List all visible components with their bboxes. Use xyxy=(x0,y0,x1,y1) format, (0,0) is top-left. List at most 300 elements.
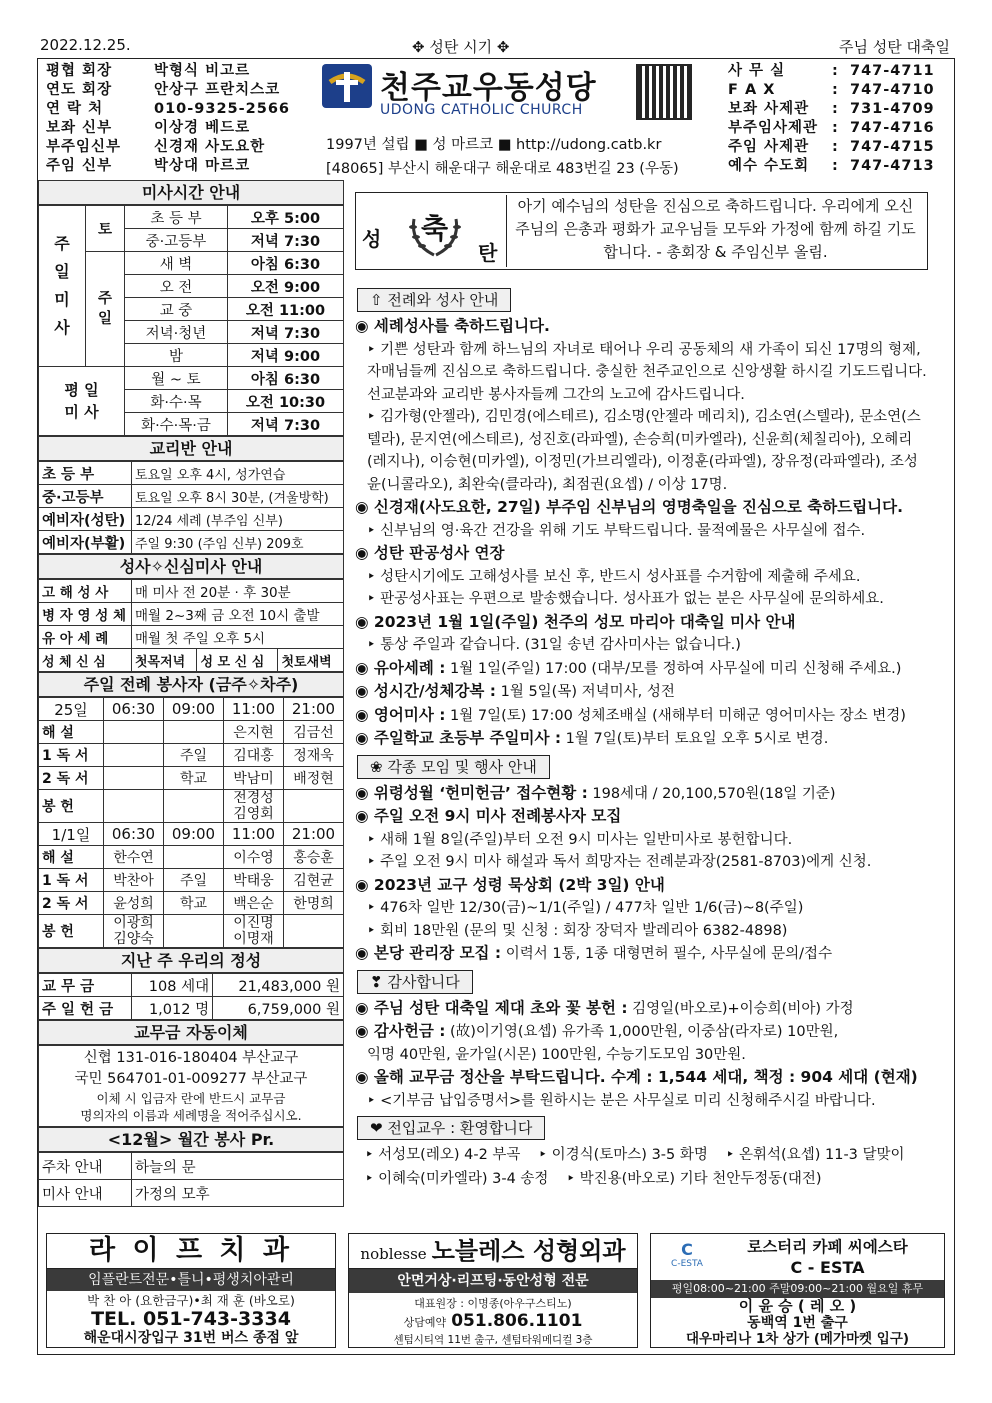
officer-name: 안상구 프란치스코 xyxy=(154,82,281,98)
announcement-head: ◉ 2023년 1월 1일(주일) 천주의 성모 마리아 대축일 미사 안내 xyxy=(355,612,796,631)
servers-header-cell: 06:30 xyxy=(104,823,164,846)
mass-name: 오 전 xyxy=(125,275,228,298)
announcement-item xyxy=(355,406,928,496)
contact-number: 747-4715 xyxy=(850,139,935,155)
contact-number: 747-4710 xyxy=(850,82,935,98)
servers-row xyxy=(39,767,344,790)
autopay-title: 교무금 자동이체 xyxy=(38,1020,344,1045)
servers-name: 배정현 xyxy=(284,767,344,790)
officer-role: 부주임신부 xyxy=(46,139,122,155)
servers-name: 학교 xyxy=(164,767,224,790)
servers-row xyxy=(39,846,344,869)
officer-row xyxy=(46,81,316,100)
section3-tag: ❣ 감사합니다 xyxy=(357,970,473,994)
sacrament-name: 유 아 세 례 xyxy=(39,626,132,649)
announcement-body: ‣ 김가형(안젤라), 김민경(에스테르), 김소명(안젤라 메리치), 김소연(스텔라), 문소연(스텔라), 문지연(에스테르), 성진호(라파엘), 손승희(미카엘라), 신윤희(체칠리아), 오혜리(레지나), 이승현(미카엘), 이정민(가브리엘라), 이정훈(라파엘), 장유정(라파엘라), 조성윤(니콜라오), 최완숙(클라라), 최점권(요셉) / 이상 17명. xyxy=(367,409,921,493)
announcement-head: ◉ 주님 성탄 대축일 제대 초와 꽃 봉헌 : xyxy=(355,998,628,1017)
offering-name: 주 일 헌 금 xyxy=(39,997,132,1020)
servers-name: 한수연 xyxy=(104,846,164,869)
announcement-head: ◉ 주일 오전 9시 미사 전례봉사자 모집 xyxy=(355,807,622,825)
announcement-item xyxy=(355,897,928,920)
mass-name: 월 ~ 토 xyxy=(125,367,228,390)
monthly-duty: 미사 안내 xyxy=(39,1180,132,1207)
officer-role: 주임 신부 xyxy=(46,158,113,174)
announcement-item xyxy=(355,588,928,611)
ad-ps-tel-line xyxy=(349,1311,637,1333)
servers-name: 학교 xyxy=(164,892,224,915)
announcement-head: ◉ 신경재(사도요한, 27일) 부주임 신부님의 영명축일을 진심으로 축하드립니다. xyxy=(355,498,904,516)
monthly-row xyxy=(39,1153,344,1180)
ad-ps-brand: noblesse xyxy=(360,1245,427,1263)
servers-table xyxy=(38,697,344,948)
ad-dental-sub: 임플란트전문•틀니•평생치아관리 xyxy=(47,1269,335,1291)
announcement-item xyxy=(355,1020,928,1044)
mass-time: 저녁 7:30 xyxy=(228,321,344,344)
announcement-body: 1월 7일(토)부터 토요일 오후 5시로 변경. xyxy=(561,731,829,747)
newcomer-item: ‣ 이혜숙(미카엘라) 3-4 송정 xyxy=(365,1171,549,1187)
mass-time: 오후 5:00 xyxy=(228,206,344,229)
servers-role: 2 독 서 xyxy=(39,892,104,915)
officer-role: 평협 회장 xyxy=(46,63,113,79)
servers-name xyxy=(104,744,164,767)
announcement-body: ‣ 476차 일반 12/30(금)~1/1(주일) / 477차 일반 1/6(금)~8(주일) xyxy=(367,900,804,916)
servers-row xyxy=(39,721,344,744)
contact-colon: : xyxy=(832,158,839,174)
announcement-item xyxy=(355,496,928,520)
servers-row xyxy=(39,744,344,767)
announcement-item xyxy=(355,727,928,751)
servers-name: 은지현 xyxy=(224,721,284,744)
announcement-item xyxy=(355,1090,928,1113)
ad-cafe-hours: 평일08:00~21:00 주말09:00~21:00 월요일 휴무 xyxy=(651,1280,944,1298)
catechism-info: 12/24 세례 (부주임 신부) xyxy=(132,508,344,531)
catechism-row xyxy=(39,531,344,554)
catechism-info: 토요일 오후 4시, 성가연습 xyxy=(132,462,344,485)
cafe-logo-icon: C C-ESTA xyxy=(659,1240,715,1276)
ad-cafe-loc1: 동백역 1번 출구 xyxy=(747,1315,848,1331)
sacrament-name: 고 해 성 사 xyxy=(39,580,132,603)
newcomer-item: ‣ 이경식(토마스) 3-5 화명 xyxy=(538,1147,708,1163)
officer-name: 박형식 비고르 xyxy=(154,63,251,79)
sunday-label: 주 일 xyxy=(86,252,125,367)
servers-header-cell: 25일 xyxy=(39,698,104,721)
ad-ps-tel-label: 상담예약 xyxy=(403,1316,447,1329)
announcement-item xyxy=(355,520,928,543)
section3-block xyxy=(355,970,928,1113)
announcement-body: 1월 1일(주일) 17:00 (대부/모를 정하여 사무실에 미리 신청해 주세요.) xyxy=(445,660,902,677)
ad-dental-name: 라 이 프 치 과 xyxy=(47,1234,335,1269)
announcement-item xyxy=(355,920,928,943)
servers-name xyxy=(164,721,224,744)
mass-name: 화·수·목 xyxy=(125,390,228,413)
officer-row xyxy=(46,100,316,119)
catechism-title: 교리반 안내 xyxy=(38,436,344,461)
newcomer-item: ‣ 온휘석(요셉) 11-3 달맞이 xyxy=(725,1147,905,1163)
servers-name: 주일 xyxy=(164,869,224,892)
laurel-wreath-icon xyxy=(404,199,466,261)
servers-name: 김대홍 xyxy=(224,744,284,767)
ad-ps-name: 노블레스 성형외과 xyxy=(431,1237,626,1265)
servers-header-cell: 06:30 xyxy=(104,698,164,721)
servers-name xyxy=(104,721,164,744)
sacraments-title: 성사✧신심미사 안내 xyxy=(38,554,344,579)
ad-cafe-owner: 이 윤 승 ( 레 오 ) xyxy=(738,1297,857,1315)
sacrament-info: 매월 첫 주일 오후 5시 xyxy=(132,626,344,649)
servers-name: 정재욱 xyxy=(284,744,344,767)
mass-time: 오전 10:30 xyxy=(228,390,344,413)
contact-number: 747-4711 xyxy=(850,63,935,79)
servers-name: 이수영 xyxy=(224,846,284,869)
announcement-item xyxy=(355,851,928,874)
contact-row xyxy=(728,81,950,100)
servers-name: 이진명 이명재 xyxy=(224,915,284,948)
announcement-item xyxy=(355,657,928,681)
season-text: 성탄 시기 xyxy=(429,38,493,56)
sacrament-row xyxy=(39,649,344,672)
greeting-char: 축 xyxy=(421,212,449,245)
officer-name: 이상경 베드로 xyxy=(154,120,251,136)
announcement-head: ◉ 세례성사를 축하드립니다. xyxy=(355,317,550,335)
contacts-block xyxy=(728,62,950,176)
servers-header-cell: 1/1일 xyxy=(39,823,104,846)
ad-ps-header xyxy=(349,1234,637,1269)
catechism-info: 주일 9:30 (주임 신부) 209호 xyxy=(132,531,344,554)
servers-name xyxy=(164,790,224,823)
servers-name: 백은순 xyxy=(224,892,284,915)
qr-code-icon[interactable] xyxy=(636,64,692,120)
servers-name xyxy=(284,915,344,948)
servers-title: 주일 전례 봉사자 (금주✧차주) xyxy=(38,672,344,697)
church-name-en: UDONG CATHOLIC CHURCH xyxy=(380,102,583,118)
monthly-row xyxy=(39,1180,344,1207)
officer-row xyxy=(46,138,316,157)
saturday-label: 토 xyxy=(86,206,125,252)
announcement-item xyxy=(355,997,928,1021)
mass-name: 새 벽 xyxy=(125,252,228,275)
ad-cafe-sub: C - ESTA xyxy=(790,1258,865,1277)
announcement-body: 1월 7일(토) 17:00 성체조배실 (새해부터 미해군 영어미사는 장소 변경) xyxy=(445,707,906,724)
ad-dental-loc: 해운대시장입구 31번 버스 종점 앞 xyxy=(83,1330,299,1346)
officers-block xyxy=(46,62,316,176)
servers-role: 봉 헌 xyxy=(39,790,104,823)
section1-tag: ⇧ 전례와 성사 안내 xyxy=(357,288,511,312)
mass-time: 오전 11:00 xyxy=(228,298,344,321)
mass-name: 저녁·청년 xyxy=(125,321,228,344)
contact-number: 747-4713 xyxy=(850,158,935,174)
mass-times-title: 미사시간 안내 xyxy=(38,180,344,205)
contact-label: 부주임사제관 xyxy=(728,120,819,136)
section4-tag: ❤ 전입교우 : 환영합니다 xyxy=(357,1116,545,1140)
contact-row xyxy=(728,62,950,81)
announcement-head: ◉ 유아세례 : xyxy=(355,658,446,677)
servers-row xyxy=(39,869,344,892)
autopay-account-2: 국민 564701-01-009277 부산교구 xyxy=(74,1071,308,1087)
announcement-body: 익명 40만원, 윤가일(시몬) 100만원, 수능기도모임 30만원. xyxy=(367,1046,746,1063)
servers-name xyxy=(104,790,164,823)
contact-label: 주임 사제관 xyxy=(728,139,810,155)
announcement-item xyxy=(355,611,928,635)
announcement-body: 김영일(바오로)+이승희(비아) 가정 xyxy=(627,1000,854,1017)
catechism-table xyxy=(38,461,344,554)
servers-name xyxy=(164,846,224,869)
contact-colon: : xyxy=(832,82,839,98)
autopay-account-1: 신협 131-016-180404 부산교구 xyxy=(83,1050,299,1066)
devotion-cell: 첫목저녁 xyxy=(132,649,197,672)
announcement-body: (故)이기영(요셉) 유가족 1,000만원, 이중삼(라자로) 10만원, xyxy=(445,1024,839,1040)
servers-name: 이광희 김양숙 xyxy=(104,915,164,948)
announcement-item xyxy=(355,1066,928,1090)
announcement-item xyxy=(355,704,928,728)
mass-name: 중·고등부 xyxy=(125,229,228,252)
servers-name: 홍승훈 xyxy=(284,846,344,869)
newcomer-item: ‣ 박진용(바오로) 기타 천안두정동(대전) xyxy=(566,1171,822,1187)
sacrament-row xyxy=(39,603,344,626)
announcement-body: ‣ 성탄시기에도 고해성사를 보신 후, 반드시 성사표를 수거함에 제출해 주세요. xyxy=(367,568,861,585)
announcement-body: 1월 5일(목) 저녁미사, 성전 xyxy=(496,684,675,700)
announcement-item xyxy=(355,566,928,589)
mass-name: 교 중 xyxy=(125,298,228,321)
officer-row xyxy=(46,62,316,81)
announcement-body: ‣ 회비 18만원 (문의 및 신청 : 회장 장덕자 발레리아 6382-4898) xyxy=(367,922,788,939)
servers-role: 1 독 서 xyxy=(39,744,104,767)
sunday-mass-label: 주 일 미 사 xyxy=(39,206,86,367)
offering-table xyxy=(38,973,344,1020)
issue-date: 2022.12.25. xyxy=(40,36,131,54)
section4-block xyxy=(355,1116,928,1191)
offering-title: 지난 주 우리의 정성 xyxy=(38,948,344,973)
offering-count: 1,012 명 xyxy=(132,997,213,1020)
monthly-group: 가정의 모후 xyxy=(132,1180,344,1207)
contact-label: 사 무 실 xyxy=(728,63,786,79)
ad-ps-doctor: 대표원장 : 이명종(아우구스티노) xyxy=(414,1297,572,1310)
servers-header-row xyxy=(39,823,344,846)
announcement-head: ◉ 감사헌금 : xyxy=(355,1022,446,1040)
servers-role: 1 독 서 xyxy=(39,869,104,892)
sacrament-row xyxy=(39,626,344,649)
servers-header-cell: 09:00 xyxy=(164,823,224,846)
church-address: [48065] 부산시 해운대구 해운대로 483번길 23 (우동) xyxy=(326,161,679,177)
sacrament-info: 매월 2~3째 금 오전 10시 출발 xyxy=(132,603,344,626)
announcement-head: ◉ 영어미사 : xyxy=(355,705,446,724)
monthly-table xyxy=(38,1152,344,1207)
left-column xyxy=(38,180,344,1207)
servers-name xyxy=(164,915,224,948)
section2-tag: ❀ 각종 모임 및 행사 안내 xyxy=(357,755,550,779)
offering-row xyxy=(39,974,344,997)
newcomer-list xyxy=(355,1143,928,1191)
servers-name: 박태웅 xyxy=(224,869,284,892)
servers-header-cell: 11:00 xyxy=(224,823,284,846)
servers-name: 전경성 김영회 xyxy=(224,790,284,823)
christmas-greeting-box xyxy=(355,192,928,270)
officer-name: 박상대 마르코 xyxy=(154,158,251,174)
servers-row xyxy=(39,915,344,948)
catechism-name: 예비자(부활) xyxy=(39,531,132,554)
announcement-item xyxy=(355,634,928,657)
ad-dental-tel: TEL. 051-743-3334 xyxy=(91,1308,291,1330)
mass-time: 아침 6:30 xyxy=(228,367,344,390)
announcement-head: ◉ 위령성월 ‘헌미헌금’ 접수현황 : xyxy=(355,783,588,802)
catechism-row xyxy=(39,485,344,508)
officer-row xyxy=(46,157,316,176)
contact-label: 보좌 사제관 xyxy=(728,101,810,117)
servers-name: 박남미 xyxy=(224,767,284,790)
offering-amount: 6,759,000 원 xyxy=(213,997,344,1020)
section1-block xyxy=(355,288,928,751)
catechism-row xyxy=(39,462,344,485)
church-info-line: 1997년 설립 ■ 성 마르코 ■ http://udong.catb.kr xyxy=(326,137,662,153)
announcement-item xyxy=(355,680,928,704)
offering-count: 108 세대 xyxy=(132,974,213,997)
announcement-item xyxy=(355,782,928,806)
devotion-cell: 첫토새벽 xyxy=(278,649,344,672)
ad-plastic-surgery[interactable] xyxy=(348,1233,638,1348)
announcement-head: ◉ 본당 관리장 모집 : xyxy=(355,944,502,962)
ad-cafe[interactable] xyxy=(650,1233,945,1348)
contact-colon: : xyxy=(832,139,839,155)
contact-colon: : xyxy=(832,63,839,79)
monthly-group: 하늘의 문 xyxy=(132,1153,344,1180)
offering-name: 교 무 금 xyxy=(39,974,132,997)
servers-header-row xyxy=(39,698,344,721)
servers-name xyxy=(284,790,344,823)
cafe-logo-text: C-ESTA xyxy=(671,1259,703,1269)
servers-name: 김현균 xyxy=(284,869,344,892)
ad-ps-tel: 051.806.1101 xyxy=(451,1311,583,1331)
announcement-sections xyxy=(355,288,928,1191)
sacrament-info: 매 미사 전 20분 · 후 30분 xyxy=(132,580,344,603)
announcement-body: ‣ 기쁜 성탄과 함께 하느님의 자녀로 태어나 우리 공동체의 새 가족이 되신 17명의 형제, 자매님들께 진심으로 축하드립니다. 충실한 천주교인으로 신앙생활 하시길 기도드립니다. 선교분과와 교리반 봉사자들께 그간의 노고에 감사드립니다. xyxy=(367,341,927,403)
servers-role: 봉 헌 xyxy=(39,915,104,948)
officer-row xyxy=(46,119,316,138)
ad-ps-sub: 안면거상·리프팅·동안성형 전문 xyxy=(349,1269,637,1293)
announcement-item xyxy=(355,805,928,829)
mass-time: 저녁 7:30 xyxy=(228,229,344,252)
announcement-body: ‣ 통상 주일과 같습니다. (31일 송년 감사미사는 없습니다.) xyxy=(367,637,741,653)
announcement-head: ◉ 주일학교 초등부 주일미사 : xyxy=(355,729,562,747)
contact-colon: : xyxy=(832,120,839,136)
servers-row xyxy=(39,790,344,823)
catechism-info: 토요일 오후 8시 30분, (겨울방학) xyxy=(132,485,344,508)
catechism-name: 중·고등부 xyxy=(39,485,132,508)
announcement-body: 이력서 1통, 1종 대형면허 필수, 사무실에 문의/접수 xyxy=(501,946,833,962)
contact-row xyxy=(728,138,950,157)
servers-name xyxy=(104,767,164,790)
season-label: ✥ 성탄 시기 ✥ xyxy=(412,38,510,56)
mass-times-table xyxy=(38,205,344,436)
announcement-item xyxy=(355,339,928,407)
devotion-cell: 성 체 신 심 xyxy=(39,649,132,672)
mass-time: 저녁 9:00 xyxy=(228,344,344,367)
servers-role: 해 설 xyxy=(39,721,104,744)
mass-name: 화·수·목·금 xyxy=(125,413,228,436)
catechism-row xyxy=(39,508,344,531)
servers-row xyxy=(39,892,344,915)
greeting-char: 탄 xyxy=(478,241,498,265)
contact-label: F A X xyxy=(728,82,776,98)
announcement-item xyxy=(355,315,928,339)
announcement-body: ‣ 주일 오전 9시 미사 해설과 독서 희망자는 전례분과장(2581-8703)에게 신청. xyxy=(367,854,872,870)
officer-role: 연 락 처 xyxy=(46,101,104,117)
autopay-note: 이체 시 입금자 란에 반드시 교무금 명의자의 이름과 세례명을 적어주십시오. xyxy=(80,1091,302,1123)
announcement-item xyxy=(355,1044,928,1067)
officer-role: 연도 회장 xyxy=(46,82,113,98)
servers-header-cell: 11:00 xyxy=(224,698,284,721)
devotion-cell: 성 모 신 심 xyxy=(197,649,278,672)
contact-colon: : xyxy=(832,101,839,117)
catechism-name: 예비자(성탄) xyxy=(39,508,132,531)
autopay-box xyxy=(38,1045,344,1127)
officer-role: 보좌 신부 xyxy=(46,120,113,136)
greeting-text: 아기 예수님의 성탄을 진심으로 축하드립니다. 우리에게 오신 주님의 은총과 평화가 교우님들 모두와 가정에 함께 하길 기도합니다. - 총회장 & 주임신부 올림. xyxy=(506,195,924,267)
contact-row xyxy=(728,119,950,138)
announcement-body: ‣ 신부님의 영·육간 건강을 위해 기도 부탁드립니다. 물적예물은 사무실에 접수. xyxy=(367,522,866,539)
greeting-char: 성 xyxy=(362,227,382,251)
officer-name: 010-9325-2566 xyxy=(154,101,291,117)
mass-time: 저녁 7:30 xyxy=(228,413,344,436)
announcement-item xyxy=(355,942,928,966)
contact-row xyxy=(728,100,950,119)
announcement-head: ◉ 성탄 판공성사 연장 xyxy=(355,544,505,562)
servers-header-cell: 09:00 xyxy=(164,698,224,721)
announcement-body: ‣ 새해 1월 8일(주일)부터 오전 9시 미사는 일반미사로 봉헌합니다. xyxy=(367,831,793,848)
feast-label: 주님 성탄 대축일 xyxy=(839,38,950,56)
sacrament-name: 병 자 영 성 체 xyxy=(39,603,132,626)
catechism-name: 초 등 부 xyxy=(39,462,132,485)
newcomer-item: ‣ 서성모(레오) 4-2 부곡 xyxy=(365,1147,521,1163)
mass-name: 밤 xyxy=(125,344,228,367)
servers-role: 2 독 서 xyxy=(39,767,104,790)
servers-name: 한명희 xyxy=(284,892,344,915)
sacraments-table xyxy=(38,579,344,672)
ad-ps-loc: 센텀시티역 11번 출구, 센텀타워메디컬 3층 xyxy=(393,1334,593,1346)
monthly-duty: 주차 안내 xyxy=(39,1153,132,1180)
weekday-mass-label: 평 일 미 사 xyxy=(39,367,125,436)
ad-dental-doctors: 박 찬 아 (요한금구)•최 재 훈 (바오로) xyxy=(87,1293,295,1308)
mass-time: 오전 9:00 xyxy=(228,275,344,298)
servers-header-cell: 21:00 xyxy=(284,698,344,721)
contact-label: 예수 수도회 xyxy=(728,158,810,174)
ad-cafe-name: 로스터리 카페 씨에스타 xyxy=(747,1238,908,1256)
ad-dental[interactable] xyxy=(46,1233,336,1348)
announcement-item xyxy=(355,874,928,898)
church-logo-icon xyxy=(322,64,372,108)
offering-amount: 21,483,000 원 xyxy=(213,974,344,997)
servers-name: 박찬아 xyxy=(104,869,164,892)
servers-role: 해 설 xyxy=(39,846,104,869)
section2-block xyxy=(355,755,928,966)
church-name: 천주교우동성당 xyxy=(380,70,597,106)
ad-cafe-loc2: 대우마리나 1차 상가 (메가마켓 입구) xyxy=(685,1331,910,1347)
announcement-body: ‣ 판공성사표는 우편으로 발송했습니다. 성사표가 없는 분은 사무실에 문의하세요. xyxy=(367,591,884,607)
announcement-body: ‣ <기부금 납입증명서>를 원하시는 분은 사무실로 미리 신청해주시길 바랍니다. xyxy=(367,1092,876,1109)
servers-name: 윤성희 xyxy=(104,892,164,915)
mass-time: 아침 6:30 xyxy=(228,252,344,275)
contact-number: 747-4716 xyxy=(850,120,935,136)
officer-name: 신경재 사도요한 xyxy=(154,139,266,155)
contact-number: 731-4709 xyxy=(850,101,935,117)
announcement-item xyxy=(355,542,928,566)
offering-row xyxy=(39,997,344,1020)
announcement-head: ◉ 성시간/성체강복 : xyxy=(355,682,496,700)
announcement-head: ◉ 올해 교무금 정산을 부탁드립니다. 수계 : 1,544 세대, 책정 : 904 세대 (현재) xyxy=(355,1068,918,1086)
monthly-service-title: <12월> 월간 봉사 Pr. xyxy=(38,1127,344,1152)
sacrament-row xyxy=(39,580,344,603)
announcement-head: ◉ 2023년 교구 성령 묵상회 (2박 3일) 안내 xyxy=(355,875,665,894)
mass-name: 초 등 부 xyxy=(125,206,228,229)
servers-name: 주일 xyxy=(164,744,224,767)
servers-header-cell: 21:00 xyxy=(284,823,344,846)
